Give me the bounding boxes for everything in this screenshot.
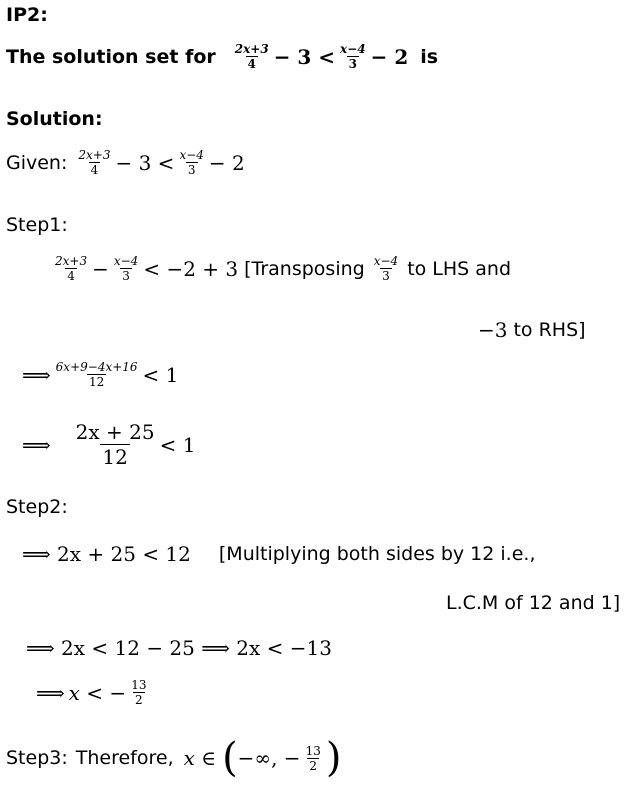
step2-label: Step2: [6, 496, 68, 518]
question-line [6, 42, 438, 71]
step1-note-to-rhs: to RHS] [513, 319, 586, 341]
step3-therefore: Therefore, [75, 747, 174, 769]
step3-interval-start: −∞, − [237, 746, 301, 770]
question-minus-3: − 3 < [273, 44, 336, 69]
heading: IP2: [6, 4, 48, 26]
implies-arrow: ⟹ [36, 680, 65, 705]
question-fraction-1: $\frac{2x+3}{4}$ [234, 42, 269, 71]
step2-line1 [22, 542, 535, 566]
implies-arrow: ⟹ [22, 362, 51, 387]
step1-fraction-2: $\frac{x-4}{3}$ [113, 254, 139, 283]
step2-note-line2: L.C.M of 12 and 1] [446, 592, 621, 614]
step1-note-fraction: $\frac{x-4}{3}$ [373, 254, 399, 283]
step1-rhs: < −2 + 3 [143, 256, 239, 281]
step3-x-in: x ∈ [183, 746, 217, 770]
solution-label: Solution: [6, 108, 103, 130]
step1-combined-fraction: $\frac{6x+9-4x+16}{12}$ [55, 360, 138, 389]
step1-note-minus3: −3 [478, 318, 508, 342]
step2-line3 [36, 678, 151, 707]
given-fraction-1: $\frac{2x+3}{4}$ [78, 148, 111, 177]
step2-x-less-than: x < − [68, 680, 127, 705]
step1-minus: − [92, 256, 109, 281]
given-label: Given: [6, 151, 68, 174]
step1-note-suffix: to LHS and [407, 257, 512, 280]
step1-note-line2 [478, 318, 586, 342]
given-line [6, 148, 245, 177]
step3-interval-fraction: $\frac{13}{2}$ [305, 743, 321, 773]
step1-note-prefix: [Transposing [244, 257, 365, 280]
step1-line1 [50, 254, 511, 283]
close-parenthesis: ) [325, 735, 342, 781]
question-prefix: The solution set for [6, 45, 216, 68]
step2-note: [Multiplying both sides by 12 i.e., [218, 543, 536, 565]
implies-arrow: ⟹ [22, 432, 51, 457]
question-fraction-2: $\frac{x-4}{3}$ [340, 42, 366, 71]
step1-fraction-1: $\frac{2x+3}{4}$ [55, 254, 88, 283]
step1-simplified-fraction: $\frac{2x + 25}{12}$ [75, 420, 155, 469]
given-end: − 2 [208, 150, 245, 175]
question-minus-2: − 2 [370, 44, 409, 69]
step1-line3 [22, 420, 195, 469]
question-suffix: is [420, 45, 439, 68]
step2-line2 [26, 636, 332, 660]
step1-line2-rhs: < 1 [142, 362, 179, 387]
step3-label: Step3: [6, 747, 68, 769]
open-parenthesis: ( [222, 735, 238, 781]
step2-result-fraction: $\frac{13}{2}$ [131, 678, 147, 707]
step2-equation-1: ⟹ 2x + 25 < 12 [22, 542, 191, 566]
step2-equation-2: ⟹ 2x < 12 − 25 ⟹ 2x < −13 [26, 636, 332, 660]
step1-line3-rhs: < 1 [159, 432, 196, 457]
given-middle: − 3 < [115, 150, 175, 175]
step3-line [6, 735, 342, 781]
step1-label: Step1: [6, 214, 68, 236]
step1-line2 [22, 360, 178, 389]
given-fraction-2: $\frac{x-4}{3}$ [179, 148, 204, 177]
